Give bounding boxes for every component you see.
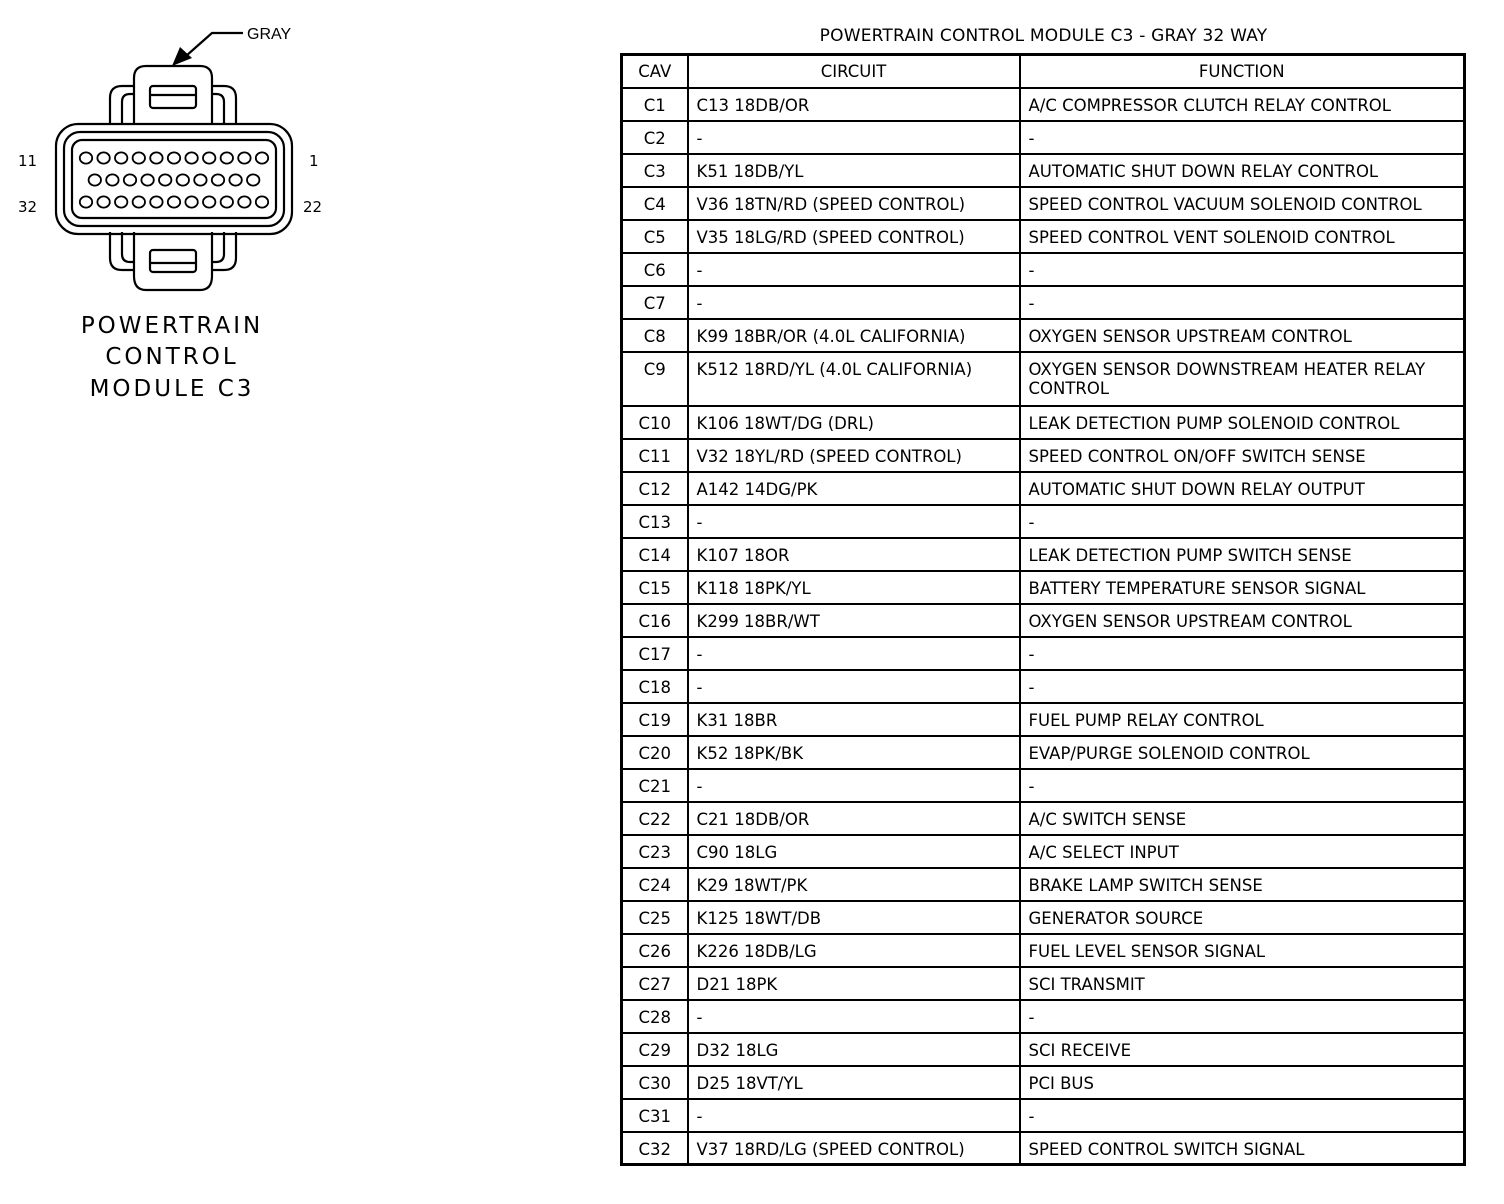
function-cell: - [1020, 253, 1465, 286]
table-row [622, 538, 1465, 571]
pin-cavity [177, 174, 189, 185]
table-row [622, 439, 1465, 472]
function-cell: FUEL LEVEL SENSOR SIGNAL [1020, 934, 1465, 967]
circuit-cell: K29 18WT/PK [688, 868, 1020, 901]
table-row [622, 967, 1465, 1000]
table-row [622, 505, 1465, 538]
function-cell: GENERATOR SOURCE [1020, 901, 1465, 934]
function-cell: - [1020, 637, 1465, 670]
circuit-cell: K226 18DB/LG [688, 934, 1020, 967]
pin-cavity [221, 196, 233, 207]
table-row [622, 571, 1465, 604]
circuit-cell: D32 18LG [688, 1033, 1020, 1066]
cav-cell: C30 [622, 1066, 688, 1099]
circuit-cell: - [688, 286, 1020, 319]
table-row [622, 604, 1465, 637]
circuit-cell: V35 18LG/RD (SPEED CONTROL) [688, 220, 1020, 253]
cav-cell: C25 [622, 901, 688, 934]
pin-cavity [185, 196, 197, 207]
cav-cell: C21 [622, 769, 688, 802]
pinout-table [620, 53, 1466, 1166]
header-function: FUNCTION [1020, 55, 1465, 88]
cav-cell: C14 [622, 538, 688, 571]
function-cell: - [1020, 1099, 1465, 1132]
pin-cavity [133, 152, 145, 163]
pin-cavity [159, 174, 171, 185]
pin-cavity [80, 152, 92, 163]
pin-cavity [106, 174, 118, 185]
function-cell: SPEED CONTROL SWITCH SIGNAL [1020, 1132, 1465, 1165]
header-cav: CAV [622, 55, 688, 88]
pin-cavity [185, 152, 197, 163]
circuit-cell: K512 18RD/YL (4.0L CALIFORNIA) [688, 352, 1020, 406]
pin-cavity [97, 152, 109, 163]
circuit-cell: - [688, 1000, 1020, 1033]
circuit-cell: - [688, 637, 1020, 670]
cav-cell: C8 [622, 319, 688, 352]
circuit-cell: K106 18WT/DG (DRL) [688, 406, 1020, 439]
table-row [622, 187, 1465, 220]
table-title: POWERTRAIN CONTROL MODULE C3 - GRAY 32 WAY [819, 26, 1268, 46]
circuit-cell: - [688, 670, 1020, 703]
cav-cell: C15 [622, 571, 688, 604]
function-cell: BRAKE LAMP SWITCH SENSE [1020, 868, 1465, 901]
pin-cavity [133, 196, 145, 207]
cav-cell: C13 [622, 505, 688, 538]
pin-cavity [229, 174, 241, 185]
pin-cavity [150, 196, 162, 207]
header-circuit: CIRCUIT [688, 55, 1020, 88]
function-cell: - [1020, 121, 1465, 154]
function-cell: - [1020, 286, 1465, 319]
circuit-cell: V37 18RD/LG (SPEED CONTROL) [688, 1132, 1020, 1165]
table-row [622, 868, 1465, 901]
function-cell: A/C SWITCH SENSE [1020, 802, 1465, 835]
function-cell: A/C COMPRESSOR CLUTCH RELAY CONTROL [1020, 88, 1465, 121]
pin-cavity [89, 174, 101, 185]
function-cell: SPEED CONTROL ON/OFF SWITCH SENSE [1020, 439, 1465, 472]
circuit-cell: C21 18DB/OR [688, 802, 1020, 835]
pin-cavity [212, 174, 224, 185]
cav-cell: C32 [622, 1132, 688, 1165]
pin-cavity [97, 196, 109, 207]
function-cell: LEAK DETECTION PUMP SWITCH SENSE [1020, 538, 1465, 571]
pin-cavity [115, 152, 127, 163]
cav-cell: C4 [622, 187, 688, 220]
function-cell: OXYGEN SENSOR DOWNSTREAM HEATER RELAY CONTROL [1020, 352, 1465, 406]
pin-cavity [80, 196, 92, 207]
table-row [622, 703, 1465, 736]
cav-cell: C19 [622, 703, 688, 736]
table-row [622, 286, 1465, 319]
function-cell: - [1020, 1000, 1465, 1033]
cav-cell: C27 [622, 967, 688, 1000]
cav-cell: C31 [622, 1099, 688, 1132]
cav-cell: C18 [622, 670, 688, 703]
function-cell: FUEL PUMP RELAY CONTROL [1020, 703, 1465, 736]
function-cell: - [1020, 505, 1465, 538]
table-row [622, 1066, 1465, 1099]
cav-cell: C22 [622, 802, 688, 835]
table-row [622, 736, 1465, 769]
cav-cell: C23 [622, 835, 688, 868]
cav-cell: C29 [622, 1033, 688, 1066]
circuit-cell: K51 18DB/YL [688, 154, 1020, 187]
table-row [622, 253, 1465, 286]
connector-name-line-2: CONTROL [105, 344, 239, 370]
pin-cavity [256, 152, 268, 163]
cav-cell: C17 [622, 637, 688, 670]
pin-cavity [168, 196, 180, 207]
function-cell: - [1020, 670, 1465, 703]
function-cell: OXYGEN SENSOR UPSTREAM CONTROL [1020, 604, 1465, 637]
table-row [622, 1099, 1465, 1132]
cav-cell: C9 [622, 352, 688, 406]
pin-cavity [238, 196, 250, 207]
color-callout-label: GRAY [247, 26, 292, 43]
cav-cell: C7 [622, 286, 688, 319]
cav-cell: C1 [622, 88, 688, 121]
function-cell: SPEED CONTROL VACUUM SOLENOID CONTROL [1020, 187, 1465, 220]
table-row [622, 1000, 1465, 1033]
circuit-cell: K125 18WT/DB [688, 901, 1020, 934]
function-cell: EVAP/PURGE SOLENOID CONTROL [1020, 736, 1465, 769]
function-cell: SCI TRANSMIT [1020, 967, 1465, 1000]
cav-cell: C6 [622, 253, 688, 286]
circuit-cell: - [688, 253, 1020, 286]
table-row [622, 637, 1465, 670]
pin-label-11: 11 [18, 152, 38, 170]
table-row [622, 220, 1465, 253]
table-row [622, 934, 1465, 967]
pin-cavity [203, 152, 215, 163]
cav-cell: C26 [622, 934, 688, 967]
circuit-cell: D21 18PK [688, 967, 1020, 1000]
table-row [622, 901, 1465, 934]
gray-callout-arrow [172, 33, 243, 66]
pin-cavity [150, 152, 162, 163]
table-row [622, 406, 1465, 439]
circuit-cell: K299 18BR/WT [688, 604, 1020, 637]
circuit-cell: K99 18BR/OR (4.0L CALIFORNIA) [688, 319, 1020, 352]
circuit-cell: A142 14DG/PK [688, 472, 1020, 505]
pin-cavity [141, 174, 153, 185]
table-row [622, 121, 1465, 154]
function-cell: PCI BUS [1020, 1066, 1465, 1099]
cav-cell: C28 [622, 1000, 688, 1033]
circuit-cell: K52 18PK/BK [688, 736, 1020, 769]
circuit-cell: K31 18BR [688, 703, 1020, 736]
circuit-cell: C13 18DB/OR [688, 88, 1020, 121]
function-cell: - [1020, 769, 1465, 802]
table-row [622, 1033, 1465, 1066]
circuit-cell: K107 18OR [688, 538, 1020, 571]
cav-cell: C11 [622, 439, 688, 472]
circuit-cell: - [688, 1099, 1020, 1132]
table-row [622, 472, 1465, 505]
table-row [622, 319, 1465, 352]
cav-cell: C10 [622, 406, 688, 439]
function-cell: LEAK DETECTION PUMP SOLENOID CONTROL [1020, 406, 1465, 439]
table-row [622, 835, 1465, 868]
pin-cavity [115, 196, 127, 207]
function-cell: AUTOMATIC SHUT DOWN RELAY CONTROL [1020, 154, 1465, 187]
circuit-cell: - [688, 121, 1020, 154]
circuit-cell: V32 18YL/RD (SPEED CONTROL) [688, 439, 1020, 472]
table-row [622, 154, 1465, 187]
circuit-cell: V36 18TN/RD (SPEED CONTROL) [688, 187, 1020, 220]
pin-cavity [168, 152, 180, 163]
cav-cell: C5 [622, 220, 688, 253]
connector-outline [56, 66, 292, 290]
table-header-row [622, 55, 1465, 88]
cav-cell: C2 [622, 121, 688, 154]
function-cell: SCI RECEIVE [1020, 1033, 1465, 1066]
circuit-cell: K118 18PK/YL [688, 571, 1020, 604]
cav-cell: C3 [622, 154, 688, 187]
function-cell: OXYGEN SENSOR UPSTREAM CONTROL [1020, 319, 1465, 352]
connector-name-line-3: MODULE C3 [89, 376, 255, 402]
pin-label-32: 32 [18, 198, 38, 216]
cav-cell: C16 [622, 604, 688, 637]
pin-cavity [203, 196, 215, 207]
function-cell: A/C SELECT INPUT [1020, 835, 1465, 868]
circuit-cell: C90 18LG [688, 835, 1020, 868]
pin-cavity [194, 174, 206, 185]
pin-label-1: 1 [309, 152, 319, 170]
circuit-cell: - [688, 505, 1020, 538]
pin-label-22: 22 [303, 198, 323, 216]
table-row [622, 670, 1465, 703]
cav-cell: C12 [622, 472, 688, 505]
table-row [622, 88, 1465, 121]
table-row [622, 1132, 1465, 1165]
cav-cell: C24 [622, 868, 688, 901]
pin-cavities [80, 152, 268, 207]
cav-cell: C20 [622, 736, 688, 769]
function-cell: SPEED CONTROL VENT SOLENOID CONTROL [1020, 220, 1465, 253]
pin-cavity [247, 174, 259, 185]
circuit-cell: - [688, 769, 1020, 802]
table-row [622, 769, 1465, 802]
pin-cavity [124, 174, 136, 185]
function-cell: AUTOMATIC SHUT DOWN RELAY OUTPUT [1020, 472, 1465, 505]
circuit-cell: D25 18VT/YL [688, 1066, 1020, 1099]
table-row [622, 352, 1465, 406]
connector-name-line-1: POWERTRAIN [80, 313, 264, 339]
connector-diagram [0, 0, 360, 420]
function-cell: BATTERY TEMPERATURE SENSOR SIGNAL [1020, 571, 1465, 604]
pin-cavity [221, 152, 233, 163]
table-row [622, 802, 1465, 835]
pin-cavity [238, 152, 250, 163]
pin-cavity [256, 196, 268, 207]
